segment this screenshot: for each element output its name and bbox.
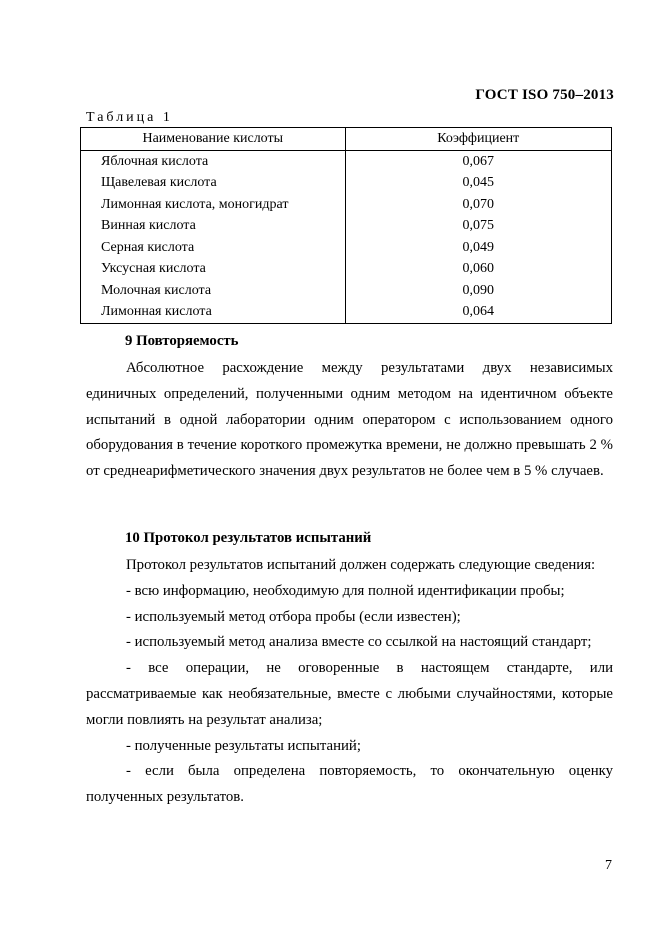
section-10-intro: Протокол результатов испытаний должен содержать следующие сведения: [126, 557, 596, 573]
list-item: - используемый метод анализа вместе со ссылкой на настоящий стандарт; [126, 634, 592, 651]
acid-name-cell: Серная кислота [81, 237, 346, 259]
page-number: 7 [605, 858, 612, 873]
acid-name-cell: Щавелевая кислота [81, 173, 346, 195]
column-header-coefficient: Коэффициент [345, 128, 612, 151]
section-9-body [86, 356, 613, 485]
section-10-title: 10 Протокол результатов испытаний [125, 530, 372, 546]
table-header-row [81, 128, 612, 151]
coefficient-cell: 0,045 [345, 173, 612, 195]
list-item: - всю информацию, необходимую для полной идентификации пробы; [126, 582, 565, 599]
table-row [81, 237, 612, 259]
coefficient-cell: 0,067 [345, 151, 612, 173]
coefficient-cell: 0,090 [345, 280, 612, 302]
section-9-paragraph: Абсолютное расхождение между результатами двух независимых единичных определений, полученными одним методом на идентичном объекте испытаний в одной лаборатории одним оператором с использованием одного оборудования в течение короткого промежутка времени, не должно превышать 2 % от среднеарифметического значения двух результатов не более чем в 5 % случаев. [86, 360, 613, 480]
coefficient-cell: 0,060 [345, 259, 612, 281]
acid-name-cell: Лимонная кислота [81, 302, 346, 324]
acid-coefficient-table [80, 127, 612, 324]
coefficient-cell: 0,075 [345, 216, 612, 238]
list-item: - используемый метод отбора пробы (если известен); [126, 608, 461, 625]
acid-name-cell: Молочная кислота [81, 280, 346, 302]
table-row [81, 151, 612, 173]
table-row [81, 280, 612, 302]
acid-name-cell: Лимонная кислота, моногидрат [81, 194, 346, 216]
table-row [81, 259, 612, 281]
table-caption: Таблица 1 [86, 110, 173, 125]
coefficient-cell: 0,064 [345, 302, 612, 324]
table-row [81, 194, 612, 216]
list-item: - все операции, не оговоренные в настоящем стандарте, или рассматриваемые как необязательные, вместе с любыми случайностями, которые могли повлиять на результат анализа; [86, 660, 613, 728]
coefficient-cell: 0,049 [345, 237, 612, 259]
table-row [81, 173, 612, 195]
section-10-body [86, 553, 613, 811]
table-row [81, 302, 612, 324]
table-row [81, 216, 612, 238]
list-item: - полученные результаты испытаний; [126, 737, 361, 754]
column-header-acid-name: Наименование кислоты [81, 128, 346, 151]
acid-name-cell: Уксусная кислота [81, 259, 346, 281]
list-item: - если была определена повторяемость, то окончательную оценку полученных результатов. [86, 763, 613, 806]
acid-name-cell: Винная кислота [81, 216, 346, 238]
section-9-title: 9 Повторяемость [125, 333, 239, 349]
coefficient-cell: 0,070 [345, 194, 612, 216]
document-header: ГОСТ ISO 750–2013 [475, 87, 614, 103]
acid-name-cell: Яблочная кислота [81, 151, 346, 173]
